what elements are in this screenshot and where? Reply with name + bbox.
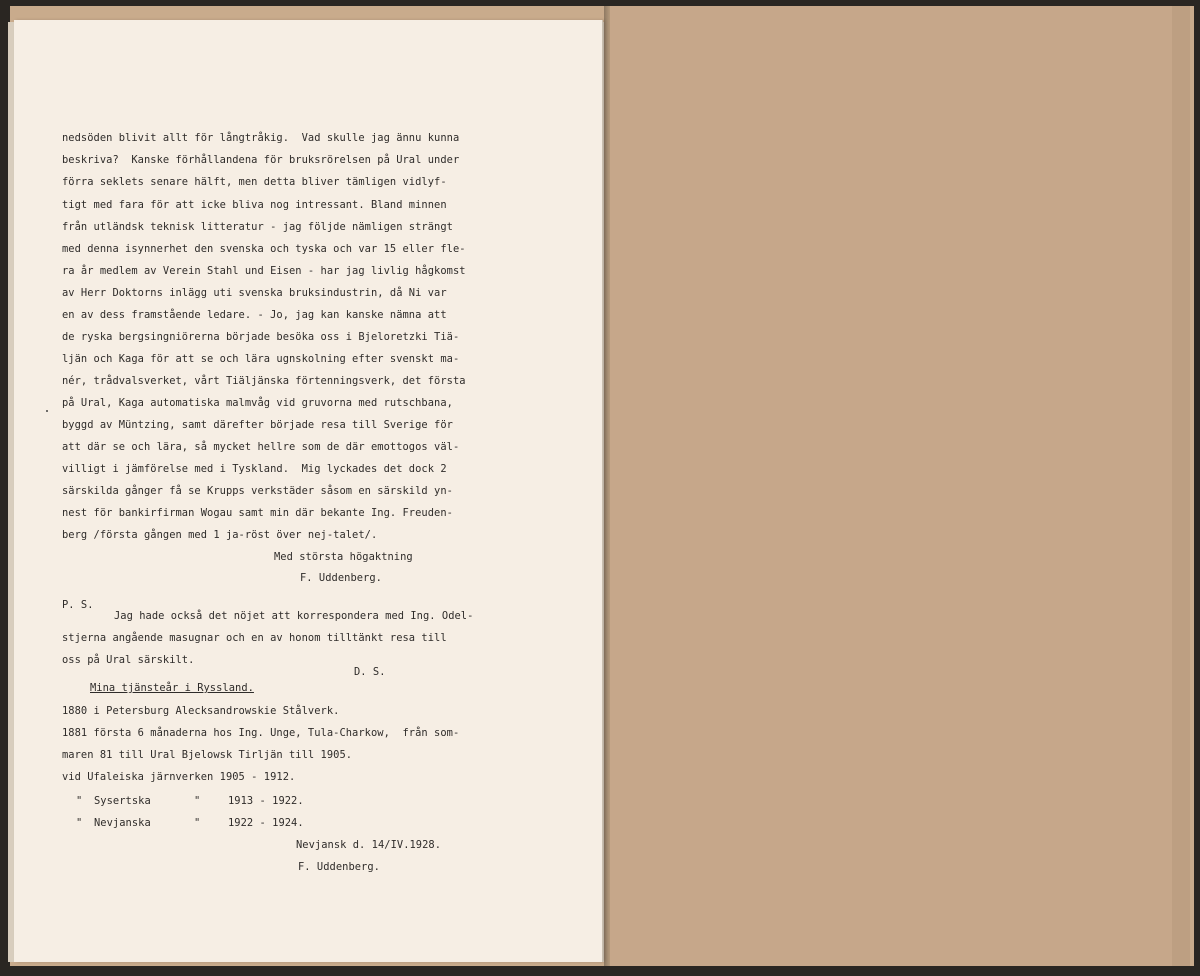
service-line: maren 81 till Ural Bjelowsk Tirljän till 1905. — [62, 749, 353, 761]
works-period: 1922 - 1924. — [228, 817, 304, 829]
service-heading: Mina tjänsteår i Ryssland. — [90, 682, 254, 694]
works-name: Sysertska — [94, 795, 151, 807]
letter-signature: F. Uddenberg. — [300, 572, 382, 584]
body-line: beskriva? Kanske förhållandena för bruksrörelsen på Ural under — [62, 154, 460, 166]
service-line: 1880 i Petersburg Alecksandrowskie Stålverk. — [62, 705, 340, 717]
body-line: av Herr Doktorns inlägg uti svenska bruksindustrin, då Ni var — [62, 287, 447, 299]
body-line: särskilda gånger få se Krupps verkstäder såsom en särskild yn- — [62, 485, 453, 497]
typed-letter-page — [14, 20, 603, 962]
body-line: från utländsk teknisk litteratur - jag följde nämligen strängt — [62, 221, 453, 233]
body-line: villigt i jämförelse med i Tyskland. Mig lyckades det dock 2 — [62, 463, 447, 475]
ps-line: Jag hade också det nöjet att korrespondera med Ing. Odel- — [114, 610, 474, 622]
ps-line: stjerna angående masugnar och en av honom tilltänkt resa till — [62, 632, 447, 644]
folder-cover-edge — [1172, 6, 1190, 966]
body-line: på Ural, Kaga automatiska malmvåg vid gruvorna med rutschbana, — [62, 397, 453, 409]
works-period: 1913 - 1922. — [228, 795, 304, 807]
service-line: 1881 första 6 månaderna hos Ing. Unge, Tula-Charkow, från som- — [62, 727, 460, 739]
ditto-mark: " — [194, 795, 201, 807]
body-line: nér, trådvalsverket, vårt Tiäljänska förtenningsverk, det första — [62, 375, 466, 387]
body-line: de ryska bergsingniörerna började besöka oss i Bjeloretzki Tiä- — [62, 331, 460, 343]
body-line: med denna isynnerhet den svenska och tyska och var 15 eller fle- — [62, 243, 466, 255]
ps-line: oss på Ural särskilt. — [62, 654, 195, 666]
body-line: byggd av Müntzing, samt därefter började resa till Sverige för — [62, 419, 453, 431]
ds-label: D. S. — [354, 666, 386, 678]
paper-speck — [46, 410, 48, 412]
ps-label: P. S. — [62, 599, 94, 611]
body-line: nedsöden blivit allt för långtråkig. Vad skulle jag ännu kunna — [62, 132, 460, 144]
service-line: vid Ufaleiska järnverken 1905 - 1912. — [62, 771, 296, 783]
body-line: en av dess framstående ledare. - Jo, jag kan kanske nämna att — [62, 309, 447, 321]
place-date: Nevjansk d. 14/IV.1928. — [296, 839, 442, 851]
service-signature: F. Uddenberg. — [298, 861, 380, 873]
body-line: tigt med fara för att icke bliva nog intressant. Bland minnen — [62, 199, 447, 211]
body-line: ra år medlem av Verein Stahl und Eisen - har jag livlig hågkomst — [62, 265, 466, 277]
body-line: ljän och Kaga för att se och lära ugnskolning efter svenskt ma- — [62, 353, 460, 365]
folder-cover-blank — [610, 6, 1190, 966]
body-line: berg /första gången med 1 ja-röst över nej-talet/. — [62, 529, 378, 541]
letter-closing: Med största högaktning — [274, 551, 413, 563]
ditto-mark: " — [76, 795, 83, 807]
ditto-mark: " — [194, 817, 201, 829]
works-name: Nevjanska — [94, 817, 151, 829]
body-line: att där se och lära, så mycket hellre som de där emottogos väl- — [62, 441, 460, 453]
body-line: förra seklets senare hälft, men detta bliver tämligen vidlyf- — [62, 176, 447, 188]
body-line: nest för bankirfirman Wogau samt min där bekante Ing. Freuden- — [62, 507, 453, 519]
ditto-mark: " — [76, 817, 83, 829]
